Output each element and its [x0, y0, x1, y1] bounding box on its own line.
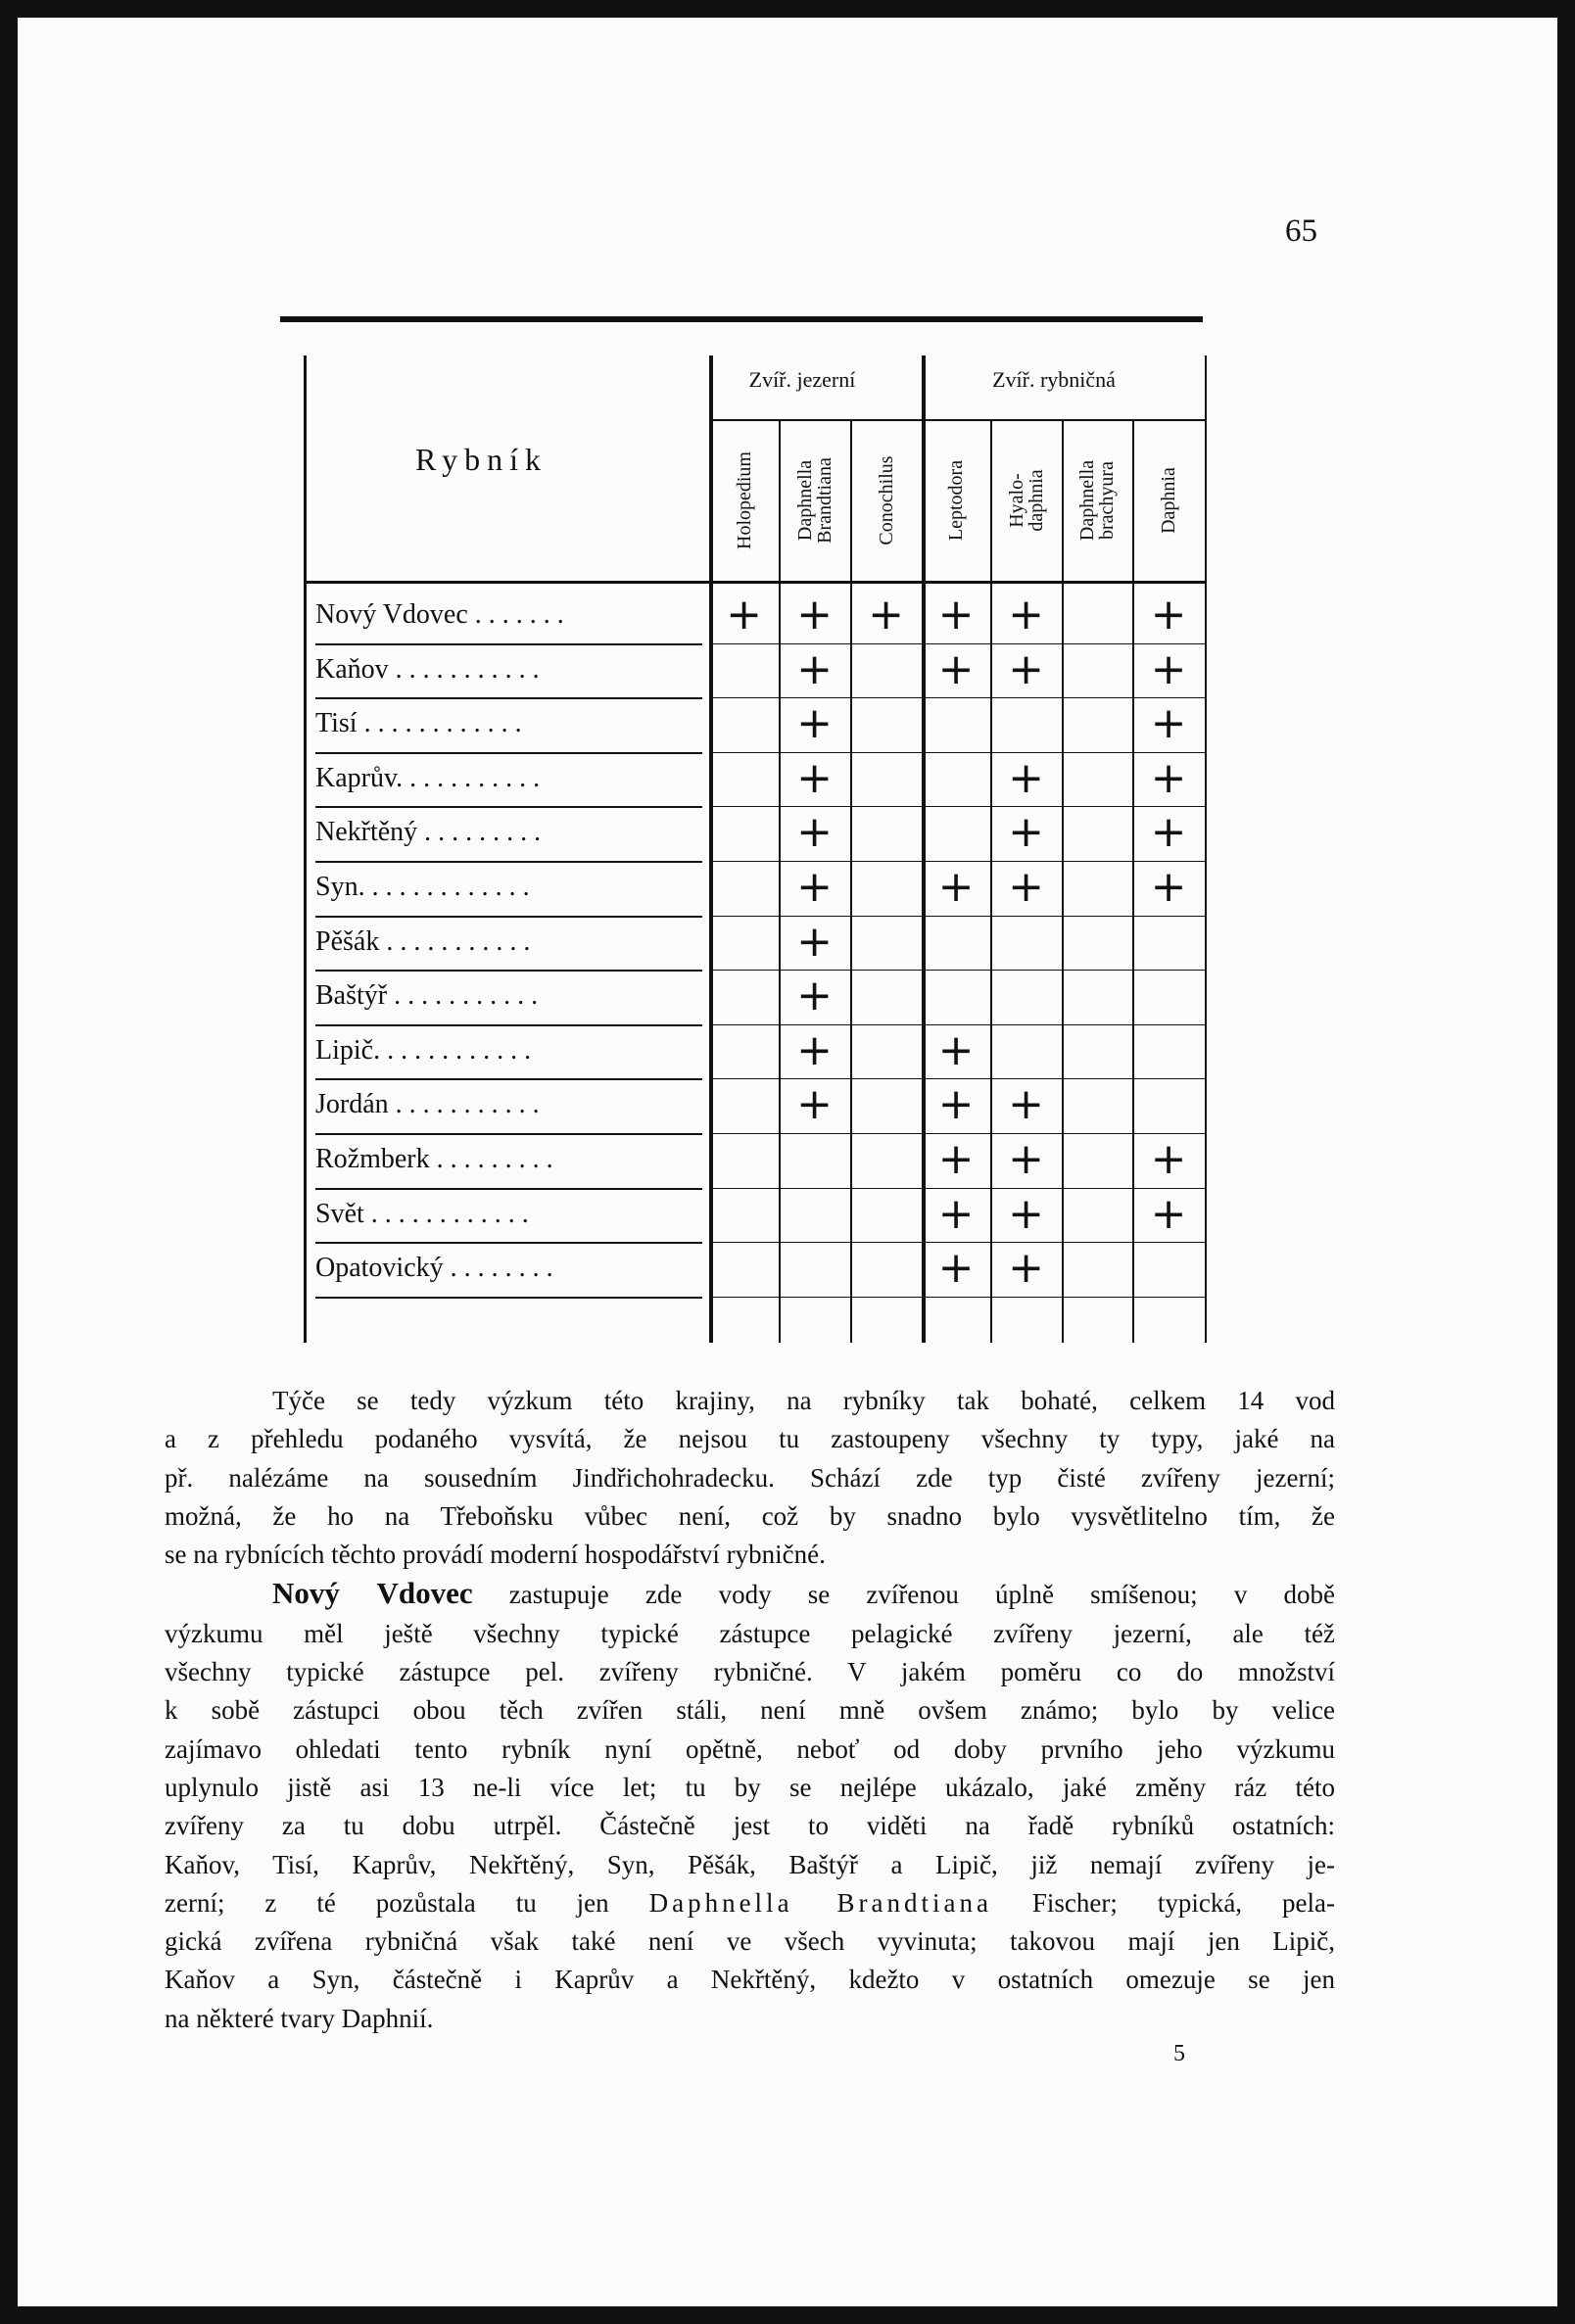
text-line: Týče se tedy výzkum této krajiny, na rybníky tak bohaté, celkem 14 vod [272, 1386, 1335, 1415]
presence-mark: + [796, 643, 833, 694]
presence-mark: + [1008, 1134, 1044, 1184]
cell-row-rule [709, 752, 1205, 753]
presence-mark: + [937, 1079, 975, 1130]
text-line: k sobě zástupci obou těch zvířen stáli, není mně ovšem známo; bylo by velice [165, 1695, 1335, 1726]
presence-mark: + [868, 590, 904, 640]
presence-mark: + [796, 752, 833, 803]
presence-mark: + [796, 862, 833, 912]
presence-mark: + [726, 590, 762, 640]
column-header [722, 427, 767, 574]
column-header-line: Conochilus [875, 454, 897, 545]
row-label: Nový Vdovec . . . . . . . [315, 599, 564, 630]
presence-mark: + [937, 590, 975, 640]
row-rule [315, 697, 702, 699]
column-header-line: Daphnella [793, 459, 816, 541]
text-line: a z přehledu podaného vysvítá, že nejsou tu zastoupeny všechny ty typy, jaké na [165, 1424, 1335, 1454]
row-label: Tisí . . . . . . . . . . . . [315, 708, 522, 739]
row-label: Rožmberk . . . . . . . . . [315, 1144, 553, 1174]
row-rule [315, 916, 702, 918]
presence-mark: + [796, 698, 833, 749]
column-divider [1205, 356, 1207, 1343]
presence-mark: + [1150, 807, 1187, 858]
row-rule [315, 1133, 702, 1135]
text-line: zvířeny za tu dobu utrpěl. Částečně jest to viděti na řadě rybníků ostatních: [165, 1811, 1335, 1841]
row-label: Lipič. . . . . . . . . . . . [315, 1034, 532, 1066]
row-rule [315, 1024, 702, 1026]
cell-row-rule [709, 697, 1205, 698]
column-header-line: brachyura [1096, 460, 1118, 540]
presence-mark: + [937, 862, 975, 912]
text-line: Kaňov, Tisí, Kaprův, Nekřtěný, Syn, Pěšák, Baštýř a Lipič, již nemají zvířeny je- [165, 1849, 1335, 1879]
row-rule [315, 861, 702, 863]
presence-mark: + [1008, 1188, 1044, 1239]
presence-mark: + [1008, 862, 1044, 912]
group-pond-fauna: Zvíř. rybničná [992, 367, 1116, 392]
presence-mark: + [796, 1079, 833, 1130]
paragraph-2 [165, 1574, 1335, 2038]
presence-mark: + [937, 643, 975, 694]
text-line: uplynulo jistě asi 13 ne-li více let; tu by se nejlépe ukázalo, jaké změny ráz této [165, 1772, 1335, 1802]
column-divider [709, 356, 713, 1343]
row-label: Nekřtěný . . . . . . . . . [315, 817, 542, 848]
text-fragment: zastupuje zde vody se zvířenou úplně smíšenou; v době [472, 1580, 1335, 1610]
group-lake-fauna: Zvíř. jezerní [748, 367, 856, 392]
book-page [18, 18, 1557, 2306]
text-fragment: Fischer; typická, pela- [991, 1887, 1335, 1918]
presence-mark: + [937, 1024, 975, 1075]
header-bottom-rule [304, 581, 1207, 584]
presence-mark: + [1150, 643, 1187, 694]
row-label: Kaňov . . . . . . . . . . . [315, 653, 540, 685]
column-header-line: Holopedium [733, 451, 755, 549]
signature-mark: 5 [1173, 2041, 1185, 2066]
column-header [933, 427, 978, 574]
cell-row-rule [709, 806, 1205, 807]
row-rule [315, 970, 702, 972]
presence-mark: + [1150, 1188, 1187, 1239]
text-line: Kaňov a Syn, částečně i Kaprův a Nekřtěný, kdežto v ostatních omezuje se jen [165, 1965, 1335, 1995]
text-line: př. nalézáme na sousedním Jindřichohradecku. Schází zde typ čisté zvířeny jezerní; [165, 1462, 1335, 1493]
row-label: Baštýř . . . . . . . . . . . [315, 980, 539, 1012]
column-header-line: Leptodora [945, 459, 967, 541]
row-label: Kaprův. . . . . . . . . . . [315, 762, 541, 793]
text-line: výzkumu měl ještě všechny typické zástupce pelagické zvířeny jezerní, ale též [165, 1618, 1335, 1648]
presence-mark: + [1150, 698, 1187, 749]
presence-mark: + [1008, 807, 1044, 858]
presence-mark: + [1150, 752, 1187, 803]
top-rule [280, 316, 1203, 322]
presence-mark: + [796, 971, 833, 1021]
table-left-border [304, 356, 307, 1343]
presence-mark: + [1008, 1079, 1044, 1130]
cell-row-rule [709, 916, 1205, 917]
column-header-line: Brandtiana [813, 456, 835, 544]
cell-row-rule [709, 1297, 1205, 1298]
group-header-rule [709, 419, 1207, 421]
text-line: na některé tvary Daphnií. [165, 2003, 434, 2033]
presence-mark: + [1150, 1134, 1187, 1184]
paragraph-lead: Nový Vdovec [272, 1576, 473, 1611]
paragraph-1 [165, 1382, 1335, 1574]
column-header-line: Hyalo- [1005, 472, 1027, 528]
column-header-line: daphnia [1025, 468, 1047, 532]
column-header [864, 427, 909, 574]
page-number: 65 [1285, 213, 1317, 249]
column-header [1146, 427, 1191, 574]
cell-row-rule [709, 970, 1205, 971]
row-rule [315, 643, 702, 645]
presence-mark: + [1150, 862, 1187, 912]
presence-mark: + [1008, 643, 1044, 694]
presence-mark: + [937, 1188, 975, 1239]
row-rule [315, 806, 702, 808]
row-label: Syn. . . . . . . . . . . . . [315, 872, 530, 902]
body-text [165, 1382, 1335, 2038]
text-line [165, 1574, 1335, 1614]
row-label: Opatovický . . . . . . . . [315, 1253, 553, 1284]
row-header: Rybník [415, 442, 548, 477]
column-header-line: Daphnella [1076, 459, 1098, 541]
presence-mark: + [796, 807, 833, 858]
presence-mark: + [937, 1134, 975, 1184]
column-header-line: Daphnia [1158, 466, 1179, 534]
row-label: Svět . . . . . . . . . . . . [315, 1198, 529, 1229]
presence-mark: + [1008, 752, 1044, 803]
row-rule [315, 752, 702, 754]
text-line: se na rybnících těchto provádí moderní hospodářství rybničné. [165, 1540, 826, 1570]
presence-mark: + [937, 1243, 975, 1294]
row-label: Pěšák . . . . . . . . . . . [315, 925, 531, 957]
text-line: gická zvířena rybničná však také není ve všech vyvinuta; takovou mají jen Lipič, [165, 1926, 1335, 1957]
presence-mark: + [796, 1024, 833, 1075]
row-rule [315, 1297, 702, 1299]
row-rule [315, 1078, 702, 1080]
species-name: Daphnella Brandtiana [648, 1887, 992, 1918]
text-line [165, 1884, 1335, 1922]
presence-mark: + [1008, 590, 1044, 640]
row-label: Jordán . . . . . . . . . . . [315, 1089, 540, 1120]
row-rule [315, 1242, 702, 1244]
column-header [1074, 427, 1120, 574]
text-fragment: zerní; z té pozůstala tu jen [165, 1887, 649, 1918]
row-rule [315, 1188, 702, 1190]
text-line: možná, že ho na Třeboňsku vůbec není, což by snadno bylo vysvětlitelno tím, že [165, 1500, 1335, 1531]
presence-mark: + [1150, 590, 1187, 640]
presence-mark: + [1008, 1243, 1044, 1294]
text-line: všechny typické zástupce pel. zvířeny rybničné. V jakém poměru co do množství [165, 1657, 1335, 1687]
column-header [1004, 427, 1049, 574]
fauna-table [298, 326, 1207, 1343]
column-header [792, 427, 837, 574]
presence-mark: + [796, 916, 833, 967]
presence-mark: + [796, 590, 833, 640]
text-line: zajímavo ohledati tento rybník nyní opětně, neboť od doby prvního jeho výzkumu [165, 1733, 1335, 1764]
